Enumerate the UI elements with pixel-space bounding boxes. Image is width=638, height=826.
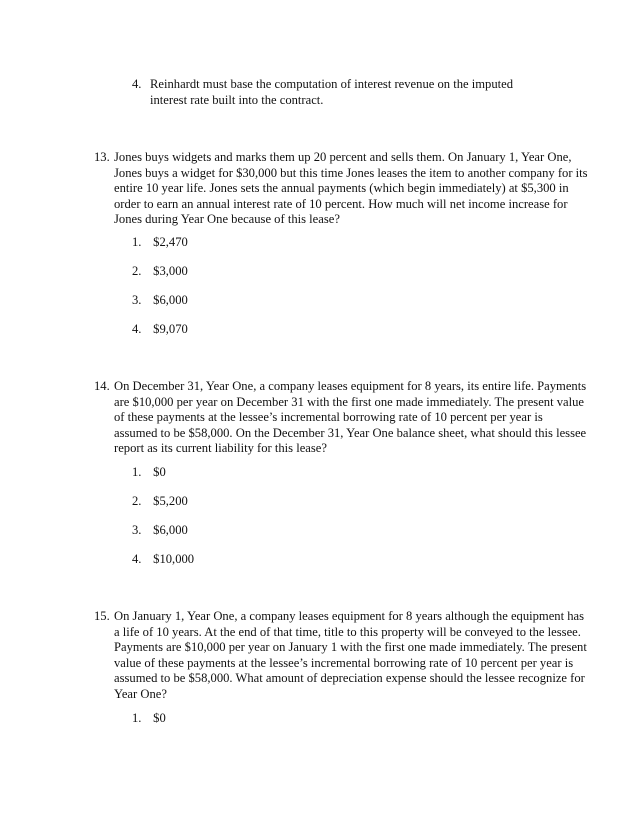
choice-number: 3. — [132, 293, 142, 307]
choice-value: $3,000 — [153, 264, 188, 278]
question-13-choice-3 — [132, 293, 188, 309]
question-13-choice-1 — [132, 235, 188, 251]
choice-number: 1. — [132, 711, 142, 725]
question-14-choice-3 — [132, 523, 188, 539]
question-text: On January 1, Year One, a company leases equipment for 8 years although the equipment has a life of 10 years. At the end of that time, title to this property will be conveyed to the lessee. Payments are $10,000 per year on January 1 with the first one made immediately. The present value of these payments at the lessee’s incremental borrowing rate of 10 percent per year is assumed to be $58,000. What amount of depreciation expense should the lessee recognize for Year One? — [114, 609, 587, 701]
choice-value: $9,070 — [153, 322, 188, 336]
choice-number: 1. — [132, 235, 142, 249]
choice-number: 2. — [132, 264, 142, 278]
question-15 — [94, 609, 589, 703]
choice-value: $6,000 — [153, 523, 188, 537]
choice-value: $0 — [153, 711, 166, 725]
choice-value: $0 — [153, 465, 166, 479]
choice-value: $5,200 — [153, 494, 188, 508]
question-text: On December 31, Year One, a company leases equipment for 8 years, its entire life. Payments are $10,000 per year on December 31 with the first one made immediately. The present value of these payments at the lessee’s incremental borrowing rate of 10 percent per year is assumed to be $58,000. On the December 31, Year One balance sheet, what should this lessee report as its current liability for this lease? — [114, 379, 587, 456]
question-15-choice-1 — [132, 711, 166, 727]
choice-number: 2. — [132, 494, 142, 508]
choice-value: $10,000 — [153, 552, 195, 566]
question-number: 13. — [94, 150, 110, 164]
previous-question-choice — [132, 77, 550, 108]
question-13 — [94, 150, 589, 228]
question-number: 15. — [94, 609, 110, 623]
choice-text: Reinhardt must base the computation of interest revenue on the imputed interest rate built into the contract. — [150, 77, 514, 107]
choice-number: 4. — [132, 77, 142, 91]
choice-value: $2,470 — [153, 235, 188, 249]
choice-number: 3. — [132, 523, 142, 537]
question-number: 14. — [94, 379, 110, 393]
choice-number: 1. — [132, 465, 142, 479]
choice-number: 4. — [132, 552, 142, 566]
question-14-choice-4 — [132, 552, 194, 568]
question-13-choice-2 — [132, 264, 188, 280]
question-14-choice-1 — [132, 465, 166, 481]
choice-number: 4. — [132, 322, 142, 336]
question-14-choice-2 — [132, 494, 188, 510]
question-14 — [94, 379, 589, 457]
question-13-choice-4 — [132, 322, 188, 338]
choice-value: $6,000 — [153, 293, 188, 307]
question-text: Jones buys widgets and marks them up 20 percent and sells them. On January 1, Year One, Jones buys a widget for $30,000 but this time Jones leases the item to another company for its entire 10 year life. Jones sets the annual payments (which begin immediately) at $5,300 in order to earn an annual interest rate of 10 percent. How much will net income increase for Jones during Year One because of this lease? — [114, 150, 588, 227]
